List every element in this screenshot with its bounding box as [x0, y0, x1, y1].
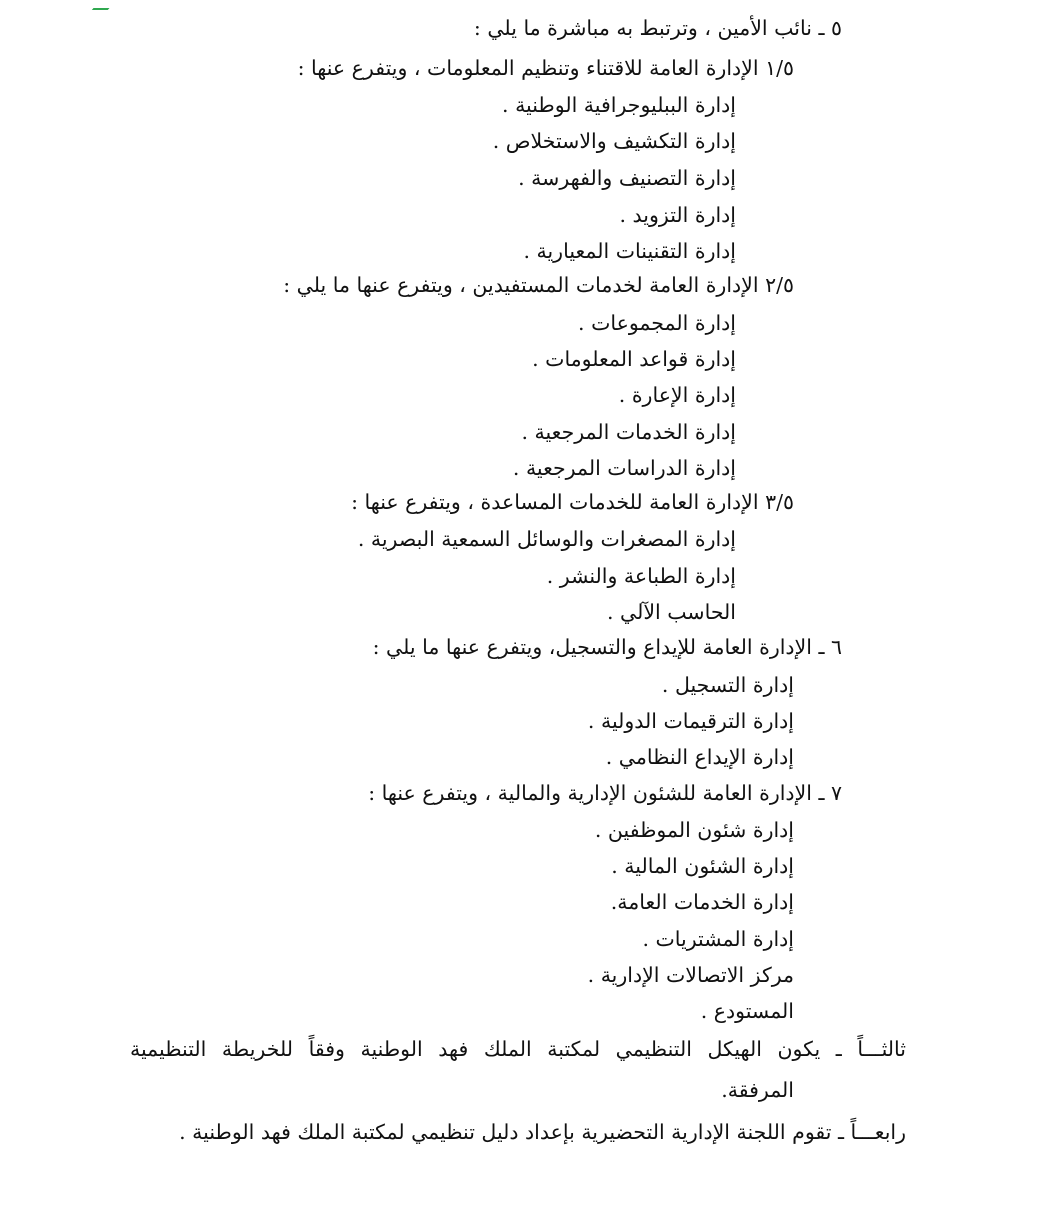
list-item: إدارة المجموعات .	[578, 311, 736, 335]
list-item: المستودع .	[700, 999, 794, 1023]
list-item: إدارة التقنينات المعيارية .	[523, 239, 736, 263]
list-item: إدارة قواعد المعلومات .	[532, 347, 736, 371]
section-5-heading: ٥ ـ نائب الأمين ، وترتبط به مباشرة ما يلي :	[473, 16, 842, 40]
list-item: إدارة التسجيل .	[661, 673, 794, 697]
subsection-5-1-heading: ١/٥ الإدارة العامة للاقتناء وتنظيم المعلومات ، ويتفرع عنها :	[297, 56, 794, 80]
paragraph-fourth: رابعـــاً ـ تقوم اللجنة الإدارية التحضيرية بإعداد دليل تنظيمي لمكتبة الملك فهد الوطنية .	[179, 1120, 906, 1144]
list-item: إدارة التزويد .	[619, 203, 736, 227]
section-6-heading: ٦ ـ الإدارة العامة للإيداع والتسجيل، ويتفرع عنها ما يلي :	[372, 635, 842, 659]
list-item: إدارة الخدمات المرجعية .	[521, 420, 736, 444]
paragraph-third: ثالثـــاً ـ يكون الهيكل التنظيمي لمكتبة الملك فهد الوطنية وفقاً للخريطة التنظيمية	[130, 1037, 906, 1061]
list-item: إدارة الترقيمات الدولية .	[587, 709, 794, 733]
corner-mark	[92, 0, 116, 10]
list-item: إدارة المشتريات .	[642, 927, 794, 951]
section-7-heading: ٧ ـ الإدارة العامة للشئون الإدارية والمالية ، ويتفرع عنها :	[368, 781, 842, 805]
list-item: إدارة الدراسات المرجعية .	[512, 456, 736, 480]
list-item: الحاسب الآلي .	[607, 600, 736, 624]
list-item: إدارة الشئون المالية .	[611, 854, 794, 878]
paragraph-third-continuation: المرفقة.	[721, 1078, 794, 1102]
list-item: مركز الاتصالات الإدارية .	[587, 963, 794, 987]
list-item: إدارة التكشيف والاستخلاص .	[492, 129, 736, 153]
list-item: إدارة الطباعة والنشر .	[546, 564, 736, 588]
list-item: إدارة الببليوجرافية الوطنية .	[502, 93, 736, 117]
list-item: إدارة الخدمات العامة.	[610, 890, 794, 914]
list-item: إدارة التصنيف والفهرسة .	[518, 166, 736, 190]
list-item: إدارة الإيداع النظامي .	[605, 745, 794, 769]
list-item: إدارة شئون الموظفين .	[594, 818, 794, 842]
list-item: إدارة الإعارة .	[618, 383, 736, 407]
subsection-5-3-heading: ٣/٥ الإدارة العامة للخدمات المساعدة ، ويتفرع عنها :	[351, 490, 794, 514]
list-item: إدارة المصغرات والوسائل السمعية البصرية .	[357, 527, 736, 551]
subsection-5-2-heading: ٢/٥ الإدارة العامة لخدمات المستفيدين ، ويتفرع عنها ما يلي :	[283, 273, 794, 297]
